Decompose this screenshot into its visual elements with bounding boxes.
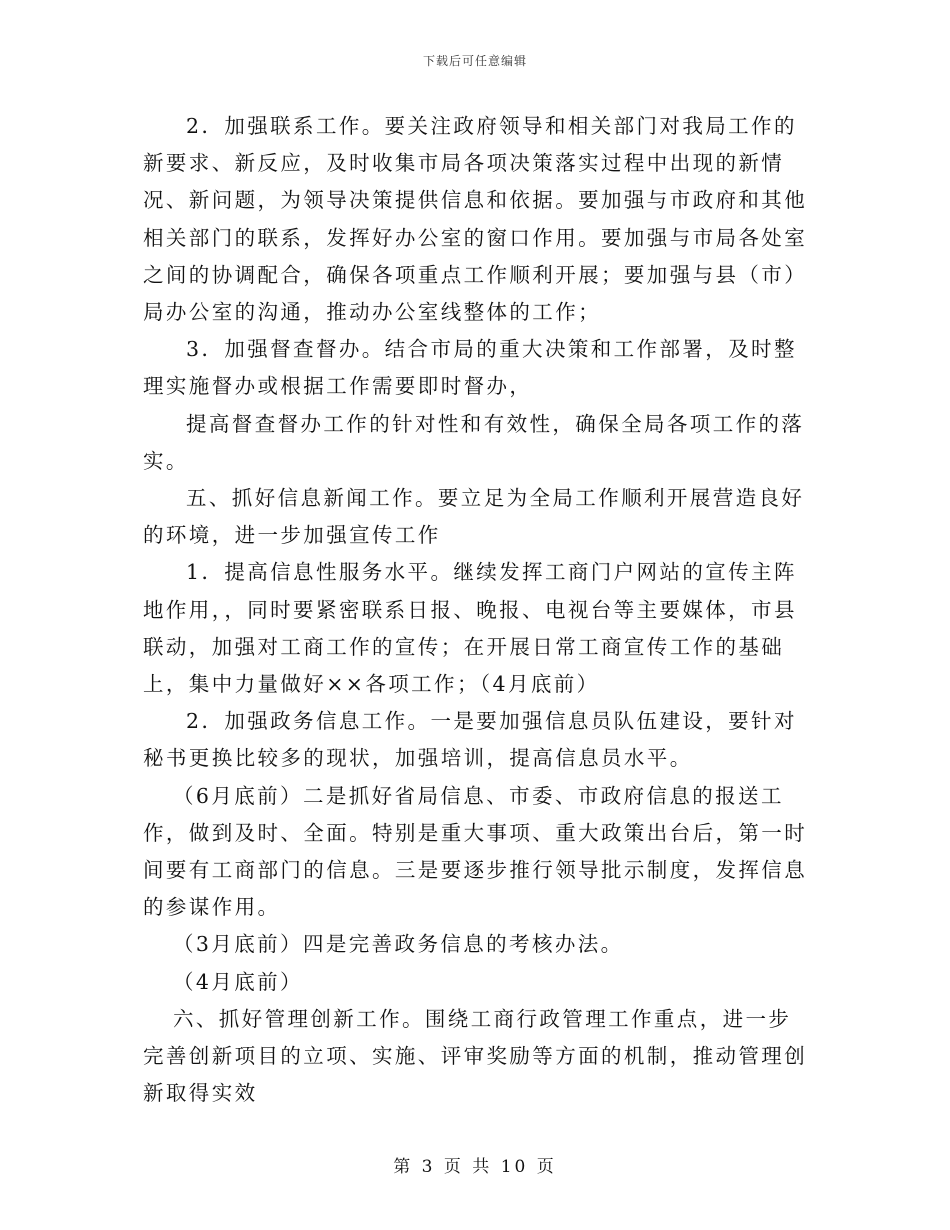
page-header: 下载后可任意编辑 [422, 54, 527, 68]
paragraph-liaison-work: 2．加强联系工作。要关注政府领导和相关部门对我局工作的新要求、新反应，及时收集市局各项决策落实过程中出现的新情况、新问题，为领导决策提供信息和依据。要加强与市政府和其他相关部门的联系，发挥好办公室的窗口作用。要加强与市局各处室之间的协调配合，确保各项重点工作顺利开展；要加强与县（市）局办公室的沟通，推动办公室线整体的工作； [143, 114, 808, 325]
paragraph-june-deadline: （6月底前）二是抓好省局信息、市委、市政府信息的报送工作，做到及时、全面。特别是重大事项、重大政策出台后，第一时间要有工商部门的信息。三是要逐步推行领导批示制度，发挥信息的参谋作用。 [143, 783, 808, 920]
document-body [143, 108, 808, 1112]
page-number-footer: 第 3 页 共 10 页 [393, 1157, 557, 1177]
paragraph-government-information: 2．加强政务信息工作。一是要加强信息员队伍建设，要针对秘书更换比较多的现状，加强培训，提高信息员水平。 [143, 709, 797, 771]
paragraph-information-service: 1．提高信息性服务水平。继续发挥工商门户网站的宣传主阵地作用，，同时要紧密联系日报、晚报、电视台等主要媒体，市县联动，加强对工商工作的宣传；在开展日常工商宣传工作的基础上，集中力量做好××各项工作；（4月底前） [143, 560, 797, 697]
paragraph-section-five-heading: 五、抓好信息新闻工作。要立足为全局工作顺利开展营造良好的环境，进一步加强宣传工作 [143, 486, 805, 548]
paragraph-supervision-continued: 提高督查督办工作的针对性和有效性，确保全局各项工作的落实。 [143, 411, 805, 473]
paragraph-section-six-heading: 六、抓好管理创新工作。围绕工商行政管理工作重点，进一步完善创新项目的立项、实施、评审奖励等方面的机制，推动管理创新取得实效 [143, 1006, 808, 1106]
paragraph-march-deadline: （3月底前）四是完善政务信息的考核办法。 [173, 932, 624, 957]
paragraph-april-deadline: （4月底前） [173, 969, 303, 994]
paragraph-supervision: 3．加强督查督办。结合市局的重大决策和工作部署，及时整理实施督办或根据工作需要即时督办， [143, 337, 797, 399]
